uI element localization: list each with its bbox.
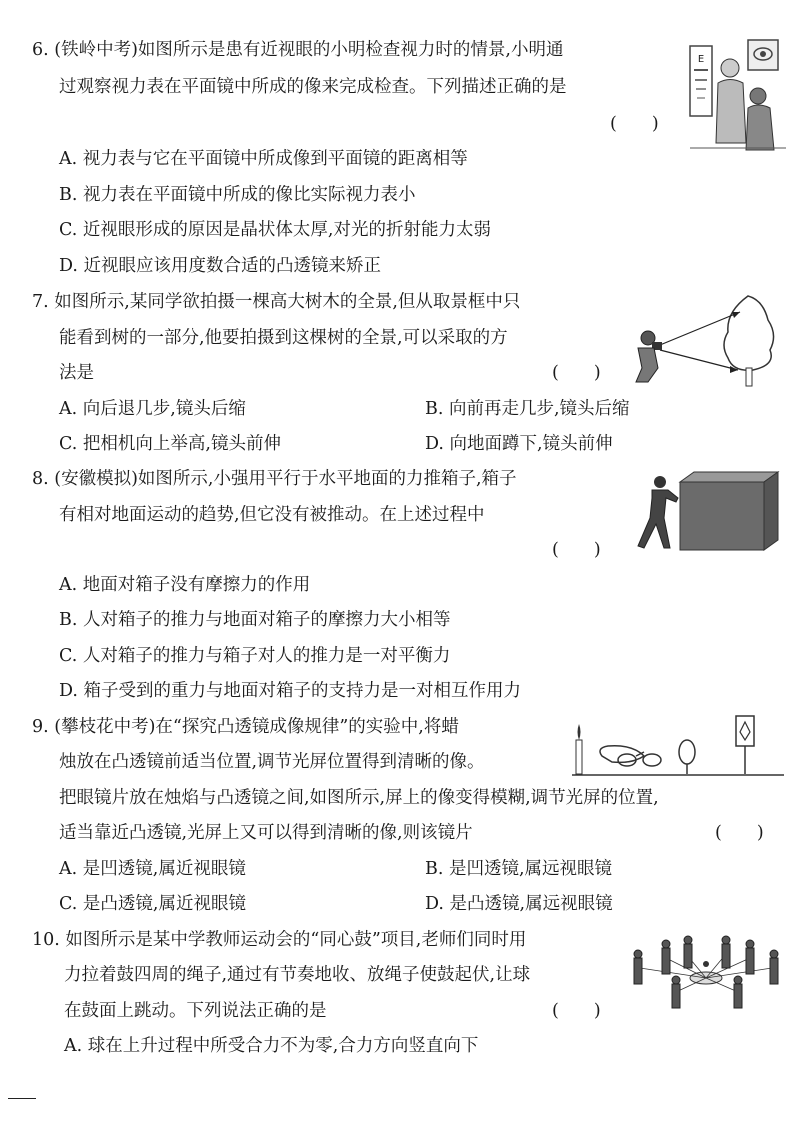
- q10-answer-blank[interactable]: ( ): [552, 1001, 601, 1021]
- q7-option-d[interactable]: D. 向地面蹲下,镜头前伸: [425, 434, 613, 454]
- q9-answer-blank[interactable]: ( ): [715, 823, 764, 843]
- q10-line-2: 力拉着鼓四周的绳子,通过有节奏地收、放绳子使鼓起伏,让球: [64, 965, 531, 985]
- q9-line-2: 烛放在凸透镜前适当位置,调节光屏位置得到清晰的像。: [59, 752, 485, 772]
- camera-tree-figure: [628, 290, 786, 388]
- q7-option-a[interactable]: A. 向后退几步,镜头后缩: [59, 399, 246, 419]
- q9-option-b[interactable]: B. 是凹透镜,属远视眼镜: [425, 859, 613, 879]
- q8-line-2: 有相对地面运动的趋势,但它没有被推动。在上述过程中: [59, 505, 485, 525]
- q8-option-c[interactable]: C. 人对箱子的推力与箱子对人的推力是一对平衡力: [59, 646, 451, 666]
- pushing-box-figure: [630, 468, 780, 552]
- q6-line-2: 过观察视力表在平面镜中所成的像来完成检查。下列描述正确的是: [59, 77, 567, 97]
- q9-option-a[interactable]: A. 是凹透镜,属近视眼镜: [59, 859, 246, 879]
- q6-answer-blank[interactable]: ( ): [610, 114, 659, 134]
- q7-option-b[interactable]: B. 向前再走几步,镜头后缩: [425, 399, 630, 419]
- q6-option-c[interactable]: C. 近视眼形成的原因是晶状体太厚,对光的折射能力太弱: [59, 220, 491, 240]
- q9-option-d[interactable]: D. 是凸透镜,属远视眼镜: [425, 894, 613, 914]
- q7-option-c[interactable]: C. 把相机向上举高,镜头前伸: [59, 434, 281, 454]
- q7-line-2: 能看到树的一部分,他要拍摄到这棵树的全景,可以采取的方: [59, 328, 508, 348]
- q7-answer-blank[interactable]: ( ): [552, 363, 601, 383]
- eye-exam-figure: [688, 38, 788, 153]
- q6-option-a[interactable]: A. 视力表与它在平面镜中所成像到平面镜的距离相等: [59, 149, 468, 169]
- q6-option-b[interactable]: B. 视力表在平面镜中所成的像比实际视力表小: [59, 185, 416, 205]
- q10-option-a[interactable]: A. 球在上升过程中所受合力不为零,合力方向竖直向下: [64, 1036, 479, 1056]
- q7-line-3: 法是: [59, 363, 94, 383]
- q8-answer-blank[interactable]: ( ): [552, 540, 601, 560]
- q7-line-1: 7. 如图所示,某同学欲拍摄一棵高大树木的全景,但从取景框中只: [32, 292, 521, 312]
- q10-line-1: 10. 如图所示是某中学教师运动会的“同心鼓”项目,老师们同时用: [32, 930, 527, 950]
- q9-line-4: 适当靠近凸透镜,光屏上又可以得到清晰的像,则该镜片: [59, 823, 473, 843]
- q8-option-a[interactable]: A. 地面对箱子没有摩擦力的作用: [59, 575, 311, 595]
- q6-line-1: 6. (铁岭中考)如图所示是患有近视眼的小明检查视力时的情景,小明通: [32, 40, 564, 60]
- eye-chart-letter: E: [697, 54, 705, 65]
- q8-option-d[interactable]: D. 箱子受到的重力与地面对箱子的支持力是一对相互作用力: [59, 681, 522, 701]
- q9-line-3: 把眼镜片放在烛焰与凸透镜之间,如图所示,屏上的像变得模糊,调节光屏的位置,: [59, 788, 659, 808]
- q6-option-d[interactable]: D. 近视眼应该用度数合适的凸透镜来矫正: [59, 256, 382, 276]
- drum-game-figure: [626, 928, 784, 1010]
- footer-rule: [8, 1098, 36, 1099]
- q8-option-b[interactable]: B. 人对箱子的推力与地面对箱子的摩擦力大小相等: [59, 610, 451, 630]
- lens-experiment-figure: [572, 712, 784, 778]
- q10-line-3: 在鼓面上跳动。下列说法正确的是: [64, 1001, 327, 1021]
- q8-line-1: 8. (安徽模拟)如图所示,小强用平行于水平地面的力推箱子,箱子: [32, 469, 517, 489]
- q9-option-c[interactable]: C. 是凸透镜,属近视眼镜: [59, 894, 246, 914]
- q9-line-1: 9. (攀枝花中考)在“探究凸透镜成像规律”的实验中,将蜡: [32, 717, 459, 737]
